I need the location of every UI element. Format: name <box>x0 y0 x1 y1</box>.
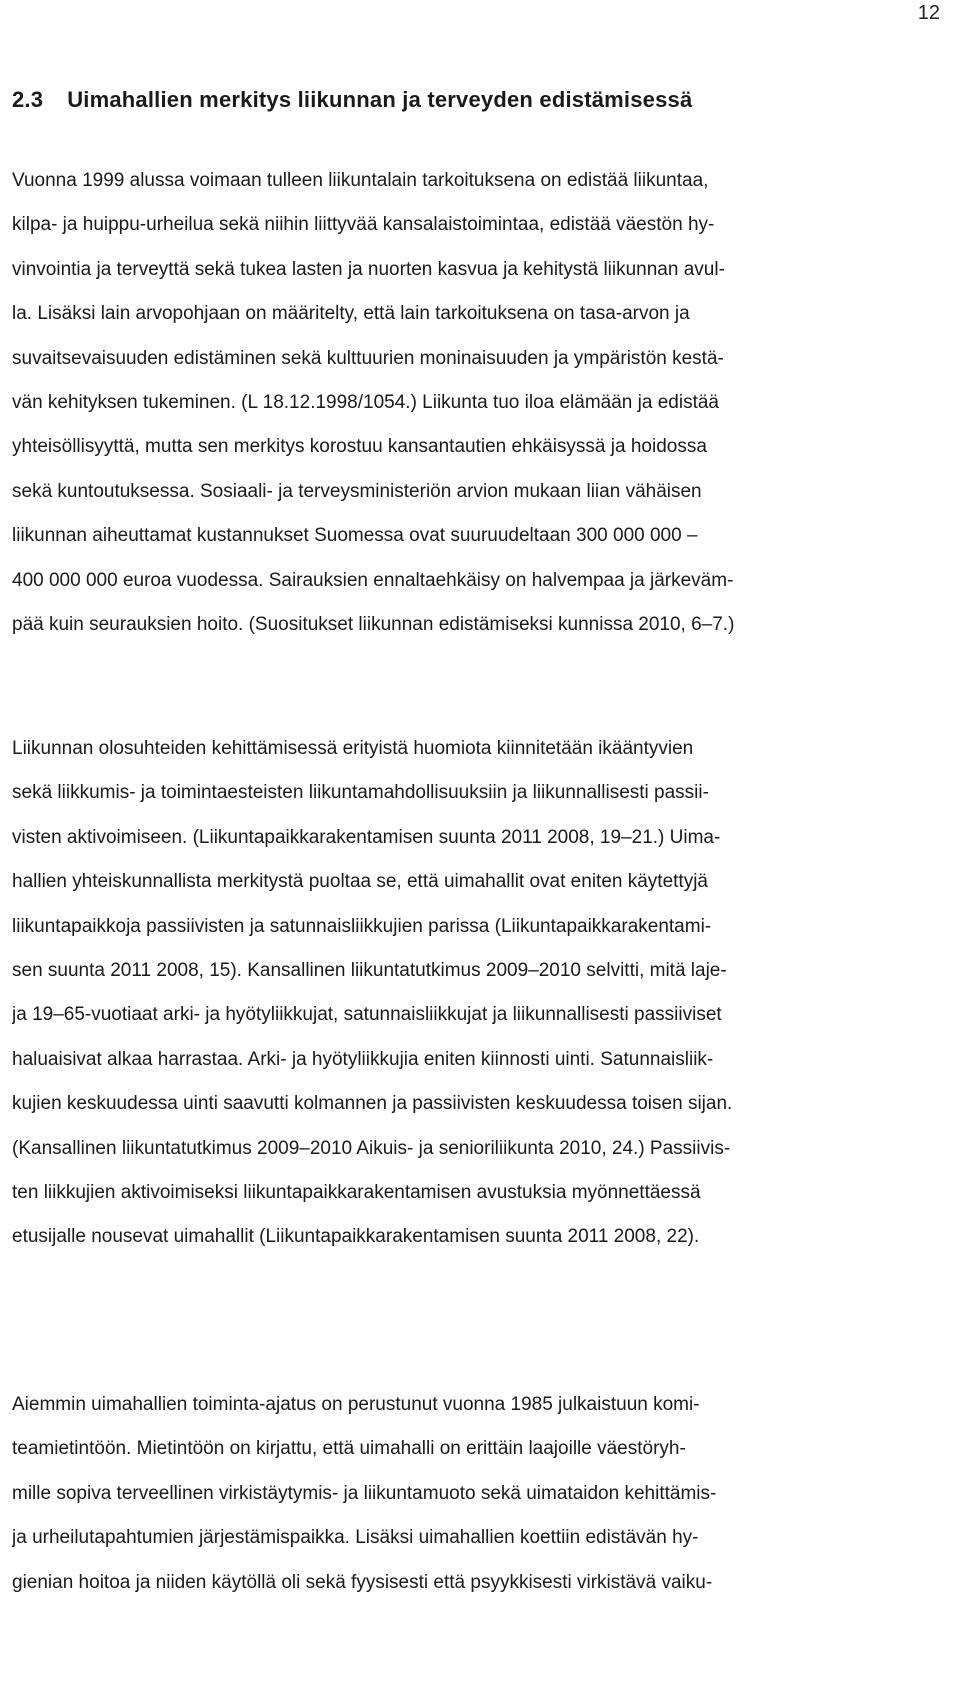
text-line: gienian hoitoa ja niiden käytöllä oli sekä fyysisesti että psyykkisesti virkistävä vaiku- <box>12 1571 713 1593</box>
text-line: pää kuin seurauksien hoito. (Suositukset liikunnan edistämiseksi kunnissa 2010, 6–7.) <box>12 613 735 635</box>
text-line: kujien keskuudessa uinti saavutti kolmannen ja passiivisten keskuudessa toisen sijan. <box>12 1093 733 1115</box>
text-line: ja urheilutapahtumien järjestämispaikka. Lisäksi uimahallien koettiin edistävän hy- <box>12 1527 699 1549</box>
text-line: Vuonna 1999 alussa voimaan tulleen liikuntalain tarkoituksena on edistää liikuntaa, <box>12 170 709 191</box>
text-line: yhteisöllisyyttä, mutta sen merkitys korostuu kansantautien ehkäisyssä ja hoidossa <box>12 436 707 458</box>
text-line: etusijalle nousevat uimahallit (Liikuntapaikkarakentamisen suunta 2011 2008, 22). <box>12 1226 700 1248</box>
section-number: 2.3 <box>12 87 44 112</box>
text-line: 400 000 000 euroa vuodessa. Sairauksien ennaltaehkäisy on halvempaa ja järkeväm- <box>12 569 734 591</box>
text-line: ten liikkujien aktivoimiseksi liikuntapaikkarakentamisen avustuksia myönnettäessä <box>12 1181 701 1203</box>
text-line: Aiemmin uimahallien toiminta-ajatus on perustunut vuonna 1985 julkaistuun komi- <box>12 1394 700 1415</box>
section-heading <box>12 87 692 113</box>
text-line: sen suunta 2011 2008, 15). Kansallinen liikuntatutkimus 2009–2010 selvitti, mitä laje- <box>12 959 727 981</box>
text-line: sekä kuntoutuksessa. Sosiaali- ja terveysministeriön arvion mukaan liian vähäisen <box>12 480 702 502</box>
section-title: Uimahallien merkitys liikunnan ja terveyden edistämisessä <box>67 87 693 112</box>
text-line: vän kehityksen tukeminen. (L 18.12.1998/1054.) Liikunta tuo iloa elämään ja edistää <box>12 391 719 413</box>
text-line: ja 19–65-vuotiaat arki- ja hyötyliikkujat, satunnaisliikkujat ja liikunnallisesti passiiviset <box>12 1004 722 1026</box>
text-line: la. Lisäksi lain arvopohjaan on määritelty, että lain tarkoituksena on tasa-arvon ja <box>12 303 690 325</box>
text-line: visten aktivoimiseen. (Liikuntapaikkarakentamisen suunta 2011 2008, 19–21.) Uima- <box>12 826 721 848</box>
page-number: 12 <box>917 2 940 24</box>
text-line: teamietintöön. Mietintöön on kirjattu, että uimahalli on erittäin laajoille väestöryh- <box>12 1438 686 1460</box>
text-line: Liikunnan olosuhteiden kehittämisessä erityistä huomiota kiinnitetään ikääntyvien <box>12 738 694 759</box>
text-line: liikuntapaikkoja passiivisten ja satunnaisliikkujien parissa (Liikuntapaikkarakentami- <box>12 915 712 937</box>
text-line: suvaitsevaisuuden edistäminen sekä kulttuurien moninaisuuden ja ympäristön kestä- <box>12 347 724 369</box>
text-line: haluaisivat alkaa harrastaa. Arki- ja hyötyliikkujia eniten kiinnosti uinti. Satunnaisliik- <box>12 1048 714 1070</box>
text-line: mille sopiva terveellinen virkistäytymis- ja liikuntamuoto sekä uimataidon kehittämis- <box>12 1482 717 1504</box>
paragraph-1 <box>12 159 952 647</box>
text-line: liikunnan aiheuttamat kustannukset Suomessa ovat suuruudeltaan 300 000 000 – <box>12 525 698 547</box>
text-line: sekä liikkumis- ja toimintaesteisten liikuntamahdollisuuksiin ja liikunnallisesti passii- <box>12 782 709 804</box>
text-line: vinvointia ja terveyttä sekä tukea lasten ja nuorten kasvua ja kehitystä liikunnan avul- <box>12 258 725 280</box>
paragraph-3 <box>12 1383 952 1605</box>
text-line: hallien yhteiskunnallista merkitystä puoltaa se, että uimahallit ovat eniten käytettyjä <box>12 871 708 893</box>
text-line: kilpa- ja huippu-urheilua sekä niihin liittyvää kansalaistoimintaa, edistää väestön hy- <box>12 214 715 236</box>
paragraph-2 <box>12 727 952 1260</box>
text-line: (Kansallinen liikuntatutkimus 2009–2010 Aikuis- ja senioriliikunta 2010, 24.) Passiivis- <box>12 1137 731 1159</box>
